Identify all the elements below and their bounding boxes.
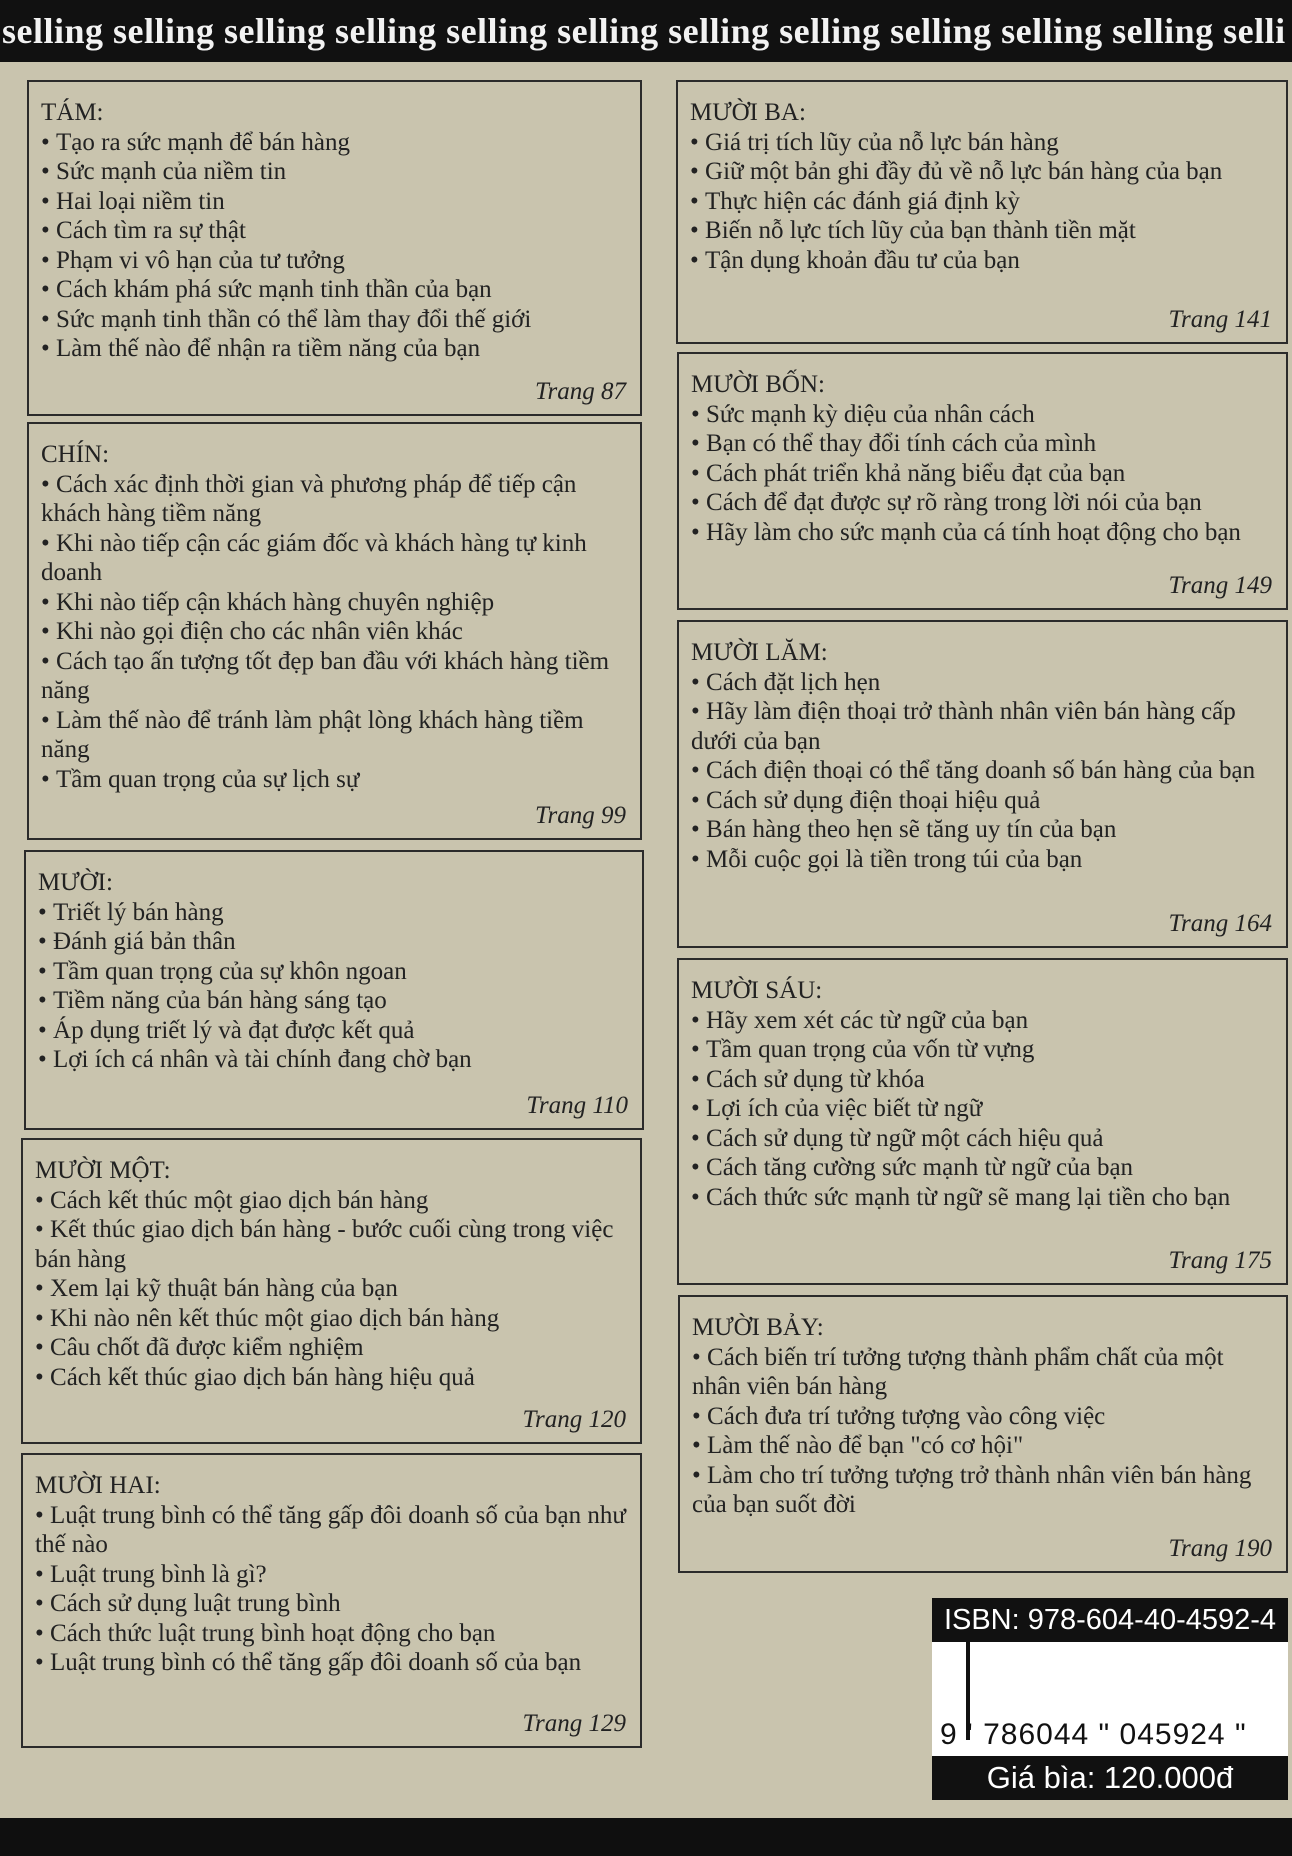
list-item: • Cách tăng cường sức mạnh từ ngữ của bạn [691,1153,1278,1183]
list-item: • Sức mạnh của niềm tin [41,157,632,187]
list-item: • Lợi ích cá nhân và tài chính đang chờ bạn [38,1045,634,1075]
section-heading: CHÍN: [41,441,110,468]
list-item: • Cách sử dụng điện thoại hiệu quả [691,786,1278,816]
list-item: • Bán hàng theo hẹn sẽ tăng uy tín của bạn [691,815,1278,845]
section-chin [27,422,642,840]
section-heading: MƯỜI MỘT: [35,1157,171,1184]
list-item: • Cách khám phá sức mạnh tinh thần của bạn [41,275,632,305]
page-reference: Trang 164 [1168,909,1272,937]
list-item: • Làm thế nào để nhận ra tiềm năng của bạn [41,334,632,364]
list-item: • Làm thế nào để bạn "có cơ hội" [692,1431,1278,1461]
section-muoi-lam [677,620,1288,948]
bottom-edge [0,1818,1292,1856]
list-item: • Khi nào nên kết thúc một giao dịch bán hàng [35,1304,632,1334]
list-item: • Cách kết thúc một giao dịch bán hàng [35,1186,632,1216]
page-reference: Trang 87 [534,377,626,405]
barcode-digits: 9 ' 786044 " 045924 " [940,1718,1247,1751]
list-item: • Cách thức luật trung bình hoạt động cho bạn [35,1619,632,1649]
list-item: • Cách để đạt được sự rõ ràng trong lời nói của bạn [691,488,1278,518]
list-item: • Làm thế nào để tránh làm phật lòng khách hàng tiềm năng [41,706,632,765]
list-item: • Áp dụng triết lý và đạt được kết quả [38,1016,634,1046]
list-item: • Tiềm năng của bán hàng sáng tạo [38,986,634,1016]
list-item: • Cách thức sức mạnh từ ngữ sẽ mang lại tiền cho bạn [691,1183,1278,1213]
list-item: • Bạn có thể thay đổi tính cách của mình [691,429,1278,459]
section-items [35,1501,632,1678]
list-item: • Kết thúc giao dịch bán hàng - bước cuối cùng trong việc bán hàng [35,1215,632,1274]
section-items [41,128,632,364]
list-item: • Khi nào tiếp cận các giám đốc và khách hàng tự kinh doanh [41,529,632,588]
section-muoi [24,850,644,1130]
list-item: • Giữ một bản ghi đầy đủ về nỗ lực bán hàng của bạn [690,157,1278,187]
list-item: • Cách tìm ra sự thật [41,216,632,246]
section-muoi-sau [677,958,1288,1285]
section-muoi-bay [678,1295,1288,1573]
section-items [691,400,1278,548]
section-items [692,1343,1278,1520]
top-banner [0,0,1292,62]
page-reference: Trang 129 [522,1709,626,1737]
cover-price: Giá bìa: 120.000đ [932,1756,1288,1800]
list-item: • Tạo ra sức mạnh để bán hàng [41,128,632,158]
banner-text: selling selling selling selling selling selling selling selling selling selling selling selli [2,11,1286,51]
list-item: • Thực hiện các đánh giá định kỳ [690,187,1278,217]
section-tam [27,80,642,416]
list-item: • Biến nỗ lực tích lũy của bạn thành tiền mặt [690,216,1278,246]
list-item: • Tầm quan trọng của sự lịch sự [41,765,632,795]
list-item: • Cách điện thoại có thể tăng doanh số bán hàng của bạn [691,756,1278,786]
list-item: • Luật trung bình có thể tăng gấp đôi doanh số của bạn như thế nào [35,1501,632,1560]
list-item: • Hai loại niềm tin [41,187,632,217]
page-reference: Trang 141 [1168,305,1272,333]
list-item: • Cách phát triển khả năng biểu đạt của bạn [691,459,1278,489]
page-reference: Trang 149 [1168,571,1272,599]
list-item: • Hãy làm điện thoại trở thành nhân viên bán hàng cấp dưới của bạn [691,697,1278,756]
section-items [41,470,632,795]
section-heading: MƯỜI LĂM: [691,639,828,666]
list-item: • Luật trung bình có thể tăng gấp đôi doanh số của bạn [35,1648,632,1678]
list-item: • Cách biến trí tưởng tượng thành phẩm chất của một nhân viên bán hàng [692,1343,1278,1402]
list-item: • Hãy xem xét các từ ngữ của bạn [691,1006,1278,1036]
page-reference: Trang 190 [1168,1534,1272,1562]
list-item: • Cách tạo ấn tượng tốt đẹp ban đầu với khách hàng tiềm năng [41,647,632,706]
list-item: • Cách đặt lịch hẹn [691,668,1278,698]
list-item: • Xem lại kỹ thuật bán hàng của bạn [35,1274,632,1304]
list-item: • Cách đưa trí tưởng tượng vào công việc [692,1402,1278,1432]
list-item: • Tận dụng khoản đầu tư của bạn [690,246,1278,276]
section-muoi-ba [676,80,1288,344]
list-item: • Tầm quan trọng của sự khôn ngoan [38,957,634,987]
section-items [691,668,1278,875]
section-heading: TÁM: [41,99,104,126]
section-items [690,128,1278,276]
page-reference: Trang 110 [526,1091,628,1119]
list-item: • Tầm quan trọng của vốn từ vựng [691,1035,1278,1065]
list-item: • Khi nào gọi điện cho các nhân viên khác [41,617,632,647]
isbn-label: ISBN: 978-604-40-4592-4 [932,1598,1288,1642]
list-item: • Làm cho trí tưởng tượng trở thành nhân viên bán hàng của bạn suốt đời [692,1461,1278,1520]
section-muoi-hai [21,1453,642,1748]
section-heading: MƯỜI BẢY: [692,1314,824,1341]
section-muoi-mot [21,1138,642,1444]
list-item: • Sức mạnh tinh thần có thể làm thay đổi thế giới [41,305,632,335]
list-item: • Cách sử dụng luật trung bình [35,1589,632,1619]
section-heading: MƯỜI SÁU: [691,977,823,1004]
list-item: • Câu chốt đã được kiểm nghiệm [35,1333,632,1363]
section-muoi-bon [677,352,1288,610]
list-item: • Cách sử dụng từ khóa [691,1065,1278,1095]
section-items [38,898,634,1075]
list-item: • Hãy làm cho sức mạnh của cá tính hoạt động cho bạn [691,518,1278,548]
list-item: • Giá trị tích lũy của nỗ lực bán hàng [690,128,1278,158]
list-item: • Cách kết thúc giao dịch bán hàng hiệu quả [35,1363,632,1393]
section-heading: MƯỜI HAI: [35,1472,161,1499]
list-item: • Cách xác định thời gian và phương pháp để tiếp cận khách hàng tiềm năng [41,470,632,529]
list-item: • Triết lý bán hàng [38,898,634,928]
list-item: • Lợi ích của việc biết từ ngữ [691,1094,1278,1124]
section-heading: MƯỜI BỐN: [691,371,825,398]
page-reference: Trang 99 [534,801,626,829]
section-items [35,1186,632,1393]
list-item: • Phạm vi vô hạn của tư tưởng [41,246,632,276]
list-item: • Khi nào tiếp cận khách hàng chuyên nghiệp [41,588,632,618]
list-item: • Luật trung bình là gì? [35,1560,632,1590]
list-item: • Cách sử dụng từ ngữ một cách hiệu quả [691,1124,1278,1154]
list-item: • Đánh giá bản thân [38,927,634,957]
page-reference: Trang 175 [1168,1246,1272,1274]
list-item: • Mỗi cuộc gọi là tiền trong túi của bạn [691,845,1278,875]
section-heading: MƯỜI: [38,869,113,896]
section-heading: MƯỜI BA: [690,99,806,126]
list-item: • Sức mạnh kỳ diệu của nhân cách [691,400,1278,430]
page-reference: Trang 120 [522,1405,626,1433]
section-items [691,1006,1278,1213]
